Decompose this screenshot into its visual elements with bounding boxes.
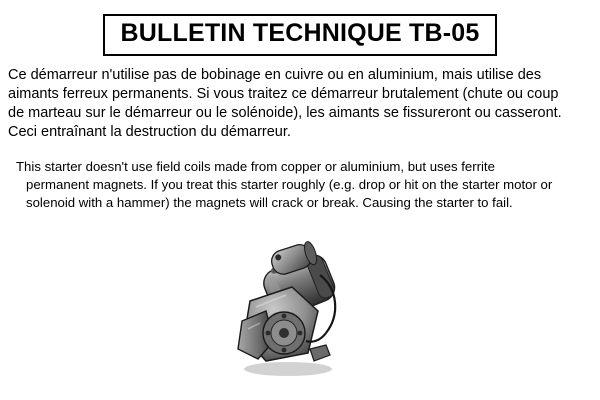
title-container bbox=[0, 0, 600, 56]
paragraph-french-line-4: Ceci entraînant la destruction du démarreur. bbox=[8, 123, 291, 140]
paragraph-french-line-1: Ce démarreur n'utilise pas de bobinage en cuivre ou en aluminium, mais utilise des bbox=[8, 66, 542, 83]
paragraph-french-line-3: de marteau sur le démarreur ou le solénoide), les aimants se fissureront ou casseront. bbox=[8, 104, 562, 121]
title-box bbox=[103, 14, 498, 56]
figure-container bbox=[0, 225, 600, 400]
paragraph-english bbox=[16, 158, 590, 212]
paragraph-english-line-2: permanent magnets. If you treat this starter roughly (e.g. drop or hit on the starter motor or bbox=[26, 176, 553, 192]
page-title: BULLETIN TECHNIQUE TB-05 bbox=[120, 19, 480, 47]
paragraph-french-line-2: aimants ferreux permanents. Si vous traitez ce démarreur brutalement (chute ou coup bbox=[8, 85, 559, 102]
starter-motor-photo bbox=[222, 237, 372, 387]
paragraph-english-line-3: solenoid with a hammer) the magnets will crack or break. Causing the starter to fail. bbox=[26, 194, 513, 210]
paragraph-french bbox=[8, 66, 590, 143]
paragraph-english-line-1: This starter doesn't use field coils made from copper or aluminium, but uses ferrite bbox=[16, 159, 495, 174]
body-text bbox=[0, 66, 600, 212]
